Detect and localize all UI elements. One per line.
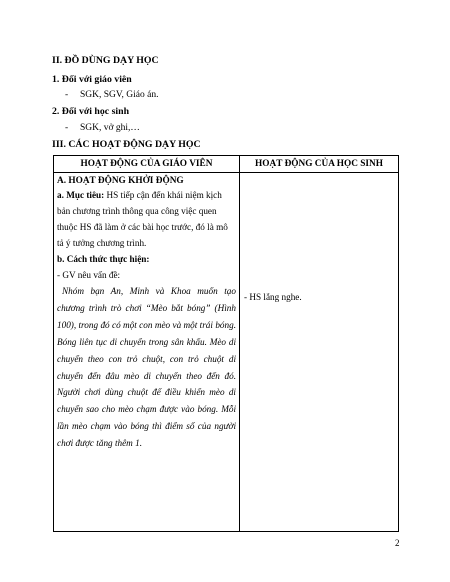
student-item-text: SGK, vở ghi,… [80,123,140,133]
student-item [65,122,140,134]
method-label: b. Cách thức thực hiện: [57,254,150,264]
table-row [54,173,399,532]
teacher-heading: 1. Đối với giáo viên [52,74,132,85]
header-teacher: HOẠT ĐỘNG CỦA GIÁO VIÊN [54,156,240,173]
student-response: - HS lắng nghe. [244,292,302,302]
goal-paragraph [54,187,239,251]
section-3-title: III. CÁC HOẠT ĐỘNG DẠY HỌC [52,139,201,150]
bullet-dash: - [65,90,69,100]
teacher-item [65,89,158,101]
goal-text: HS tiếp cận đến khái niệm kịch bản chương trình thông qua công việc quen thuộc HS đã làm ở các bài học trước, đó là mô tả ý tưởng chương trình. [57,190,228,248]
part-a-title: A. HOẠT ĐỘNG KHỞI ĐỘNG [57,176,184,186]
student-heading: 2. Đối với học sinh [52,106,130,117]
table-header-row [54,156,399,173]
section-2-title: II. ĐỒ DÙNG DẠY HỌC [52,55,159,66]
student-activity-cell [240,173,399,532]
gv-line: - GV nêu vấn đề: [57,270,121,280]
problem-text: Nhóm bạn An, Minh và Khoa muốn tạo chương trình trò chơi “Mèo bắt bóng” (Hình 100), trong đó có một con mèo và một trái bóng. Bóng liên tục di chuyển trong sân khấu. Mèo di chuyển theo con trỏ chuột, con trỏ chuột di chuyển đến đâu mèo di chuyển theo đến đó. Người chơi dùng chuột để điều khiển mèo di chuyển sao cho mèo chạm được vào bóng. Mỗi lần mèo chạm vào bóng thì điểm số của người chơi được tăng thêm 1. [57,286,236,449]
activity-table [53,155,399,532]
page-number: 2 [395,538,400,548]
teacher-item-text: SGK, SGV, Giáo án. [80,90,159,100]
bullet-dash: - [65,123,69,133]
header-student: HOẠT ĐỘNG CỦA HỌC SINH [240,156,399,173]
teacher-activity-cell [54,173,240,532]
goal-label: a. Mục tiêu: [57,190,105,200]
